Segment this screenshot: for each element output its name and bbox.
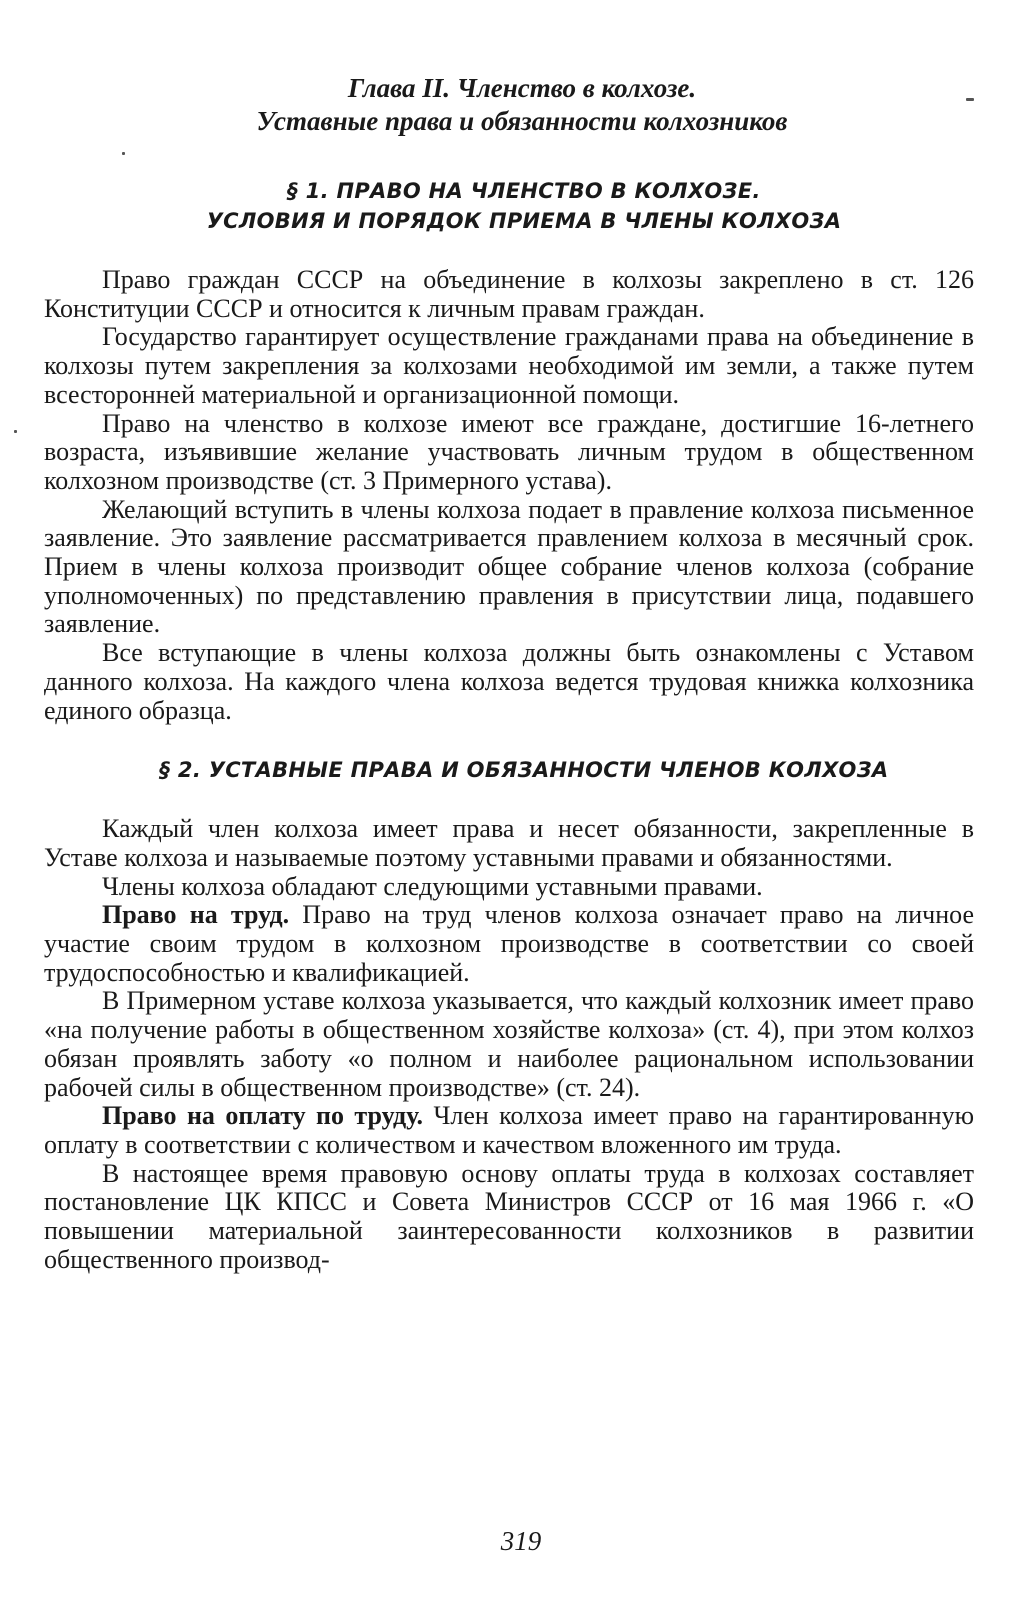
section-1-heading-line-1: § 1. ПРАВО НА ЧЛЕНСТВО В КОЛХОЗЕ.	[287, 179, 761, 203]
chapter-title-line-1: Глава II. Членство в колхозе.	[347, 73, 697, 103]
chapter-title	[44, 72, 974, 138]
scan-speck	[14, 430, 17, 433]
paragraph: Каждый член колхоза имеет права и несет обязанности, закрепленные в Уставе колхоза и называемые поэтому уставными правами и обязанностями.	[44, 814, 974, 872]
right-to-pay-text: Член колхоза имеет право на гарантированную оплату в соответствии с количеством и качеством вложенного им труда.	[44, 1101, 974, 1159]
section-1-body	[44, 266, 974, 725]
right-to-work-lead: Право на труд.	[102, 900, 290, 930]
paragraph: Желающий вступить в члены колхоза подает в правление колхоза письменное заявление. Это заявление рассматривается правлением колхоза в месячный срок. Прием в члены колхоза производит общее собрание членов колхоза (собрание уполномоченных) по представлению правления в присутствии лица, подавшего заявление.	[44, 494, 974, 639]
section-1-heading	[44, 176, 974, 236]
paragraph-right-to-pay	[44, 1102, 974, 1159]
paragraph: Все вступающие в члены колхоза должны быть ознакомлены с Уставом данного колхоза. На каждого члена колхоза ведется трудовая книжка колхозника единого образца.	[44, 638, 974, 725]
paragraph: Члены колхоза обладают следующими уставными правами.	[102, 871, 763, 901]
chapter-title-line-2: Уставные права и обязанности колхозников	[256, 106, 788, 136]
paragraph: В Примерном уставе колхоза указывается, что каждый колхозник имеет право «на получение работы в общественном хозяйстве колхоза» (ст. 4), при этом колхоз обязан проявлять заботу «о полном и наиболее рациональном использовании рабочей силы в общественном производстве» (ст. 24).	[44, 986, 974, 1102]
paragraph: Государство гарантирует осуществление гражданами права на объединение в колхозы путем закрепления за колхозами необходимой им земли, а также путем всесторонней материальной и организационной помощи.	[44, 322, 974, 409]
paragraph-right-to-work	[44, 901, 974, 987]
book-page	[44, 72, 974, 1275]
paragraph: В настоящее время правовую основу оплаты труда в колхозах составляет постановление ЦК КПСС и Совета Министров СССР от 16 мая 1966 г. «О повышении материальной заинтересованности колхозников в развитии общественного производ-	[44, 1158, 974, 1274]
section-2-body	[44, 815, 974, 1274]
section-2-heading: § 2. УСТАВНЫЕ ПРАВА И ОБЯЗАННОСТИ ЧЛЕНОВ КОЛХОЗА	[159, 758, 889, 783]
page-number: 319	[500, 1526, 542, 1556]
right-to-pay-lead: Право на оплату по труду.	[102, 1101, 424, 1131]
right-to-work-text: Право на труд членов колхоза означает право на личное участие своим трудом в колхозном производстве в соответствии со своей трудоспособностью и квалификацией.	[44, 900, 974, 987]
section-1-heading-line-2: УСЛОВИЯ И ПОРЯДОК ПРИЕМА В ЧЛЕНЫ КОЛХОЗА	[206, 209, 842, 233]
paragraph: Право граждан СССР на объединение в колхозы закреплено в ст. 126 Конституции СССР и относится к личным правам граждан.	[44, 265, 974, 323]
paragraph: Право на членство в колхозе имеют все граждане, достигшие 16-летнего возраста, изъявившие желание участвовать личным трудом в общественном колхозном производстве (ст. 3 Примерного устава).	[44, 408, 974, 495]
